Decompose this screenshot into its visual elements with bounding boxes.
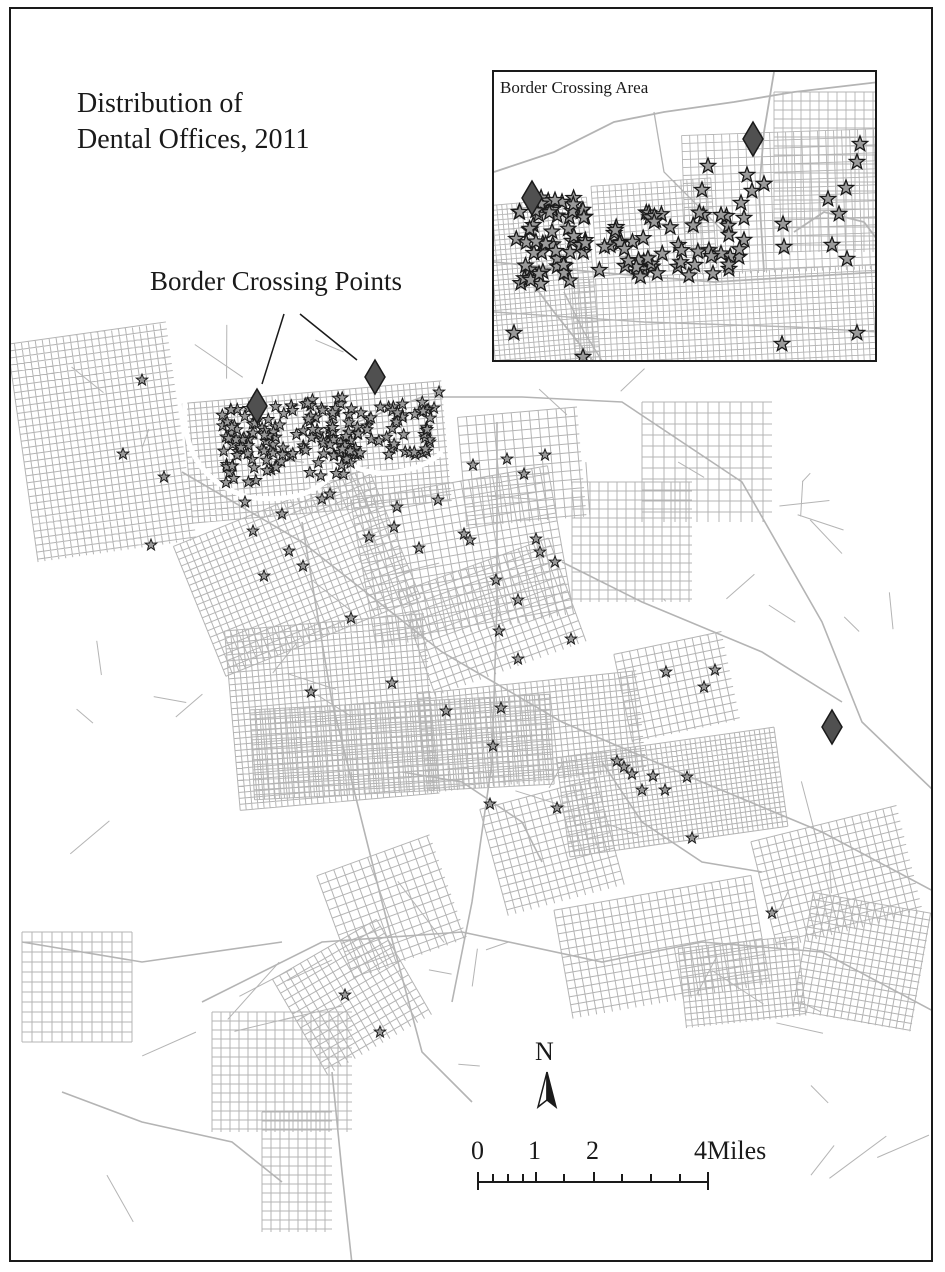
north-label: N bbox=[535, 1037, 554, 1066]
map-title-line-1: Distribution of bbox=[77, 88, 243, 119]
star-icon bbox=[774, 336, 789, 351]
scale-tick-0: 0 bbox=[471, 1136, 484, 1165]
star-icon bbox=[849, 154, 864, 169]
star-icon bbox=[721, 227, 736, 242]
scale-tick-1: 1 bbox=[528, 1136, 541, 1165]
scale-tick-4-value: 4 bbox=[694, 1136, 707, 1165]
star-icon bbox=[539, 449, 550, 460]
inset-street-map bbox=[494, 72, 877, 362]
star-icon bbox=[839, 251, 854, 266]
north-arrow-left bbox=[538, 1072, 547, 1107]
star-icon bbox=[549, 556, 560, 567]
star-icon bbox=[117, 448, 128, 459]
star-icon bbox=[592, 262, 607, 277]
inset-map bbox=[492, 70, 877, 362]
north-arrow bbox=[538, 1072, 556, 1107]
star-icon bbox=[575, 349, 590, 362]
north-arrow-right bbox=[547, 1072, 556, 1107]
scale-unit: Miles bbox=[707, 1136, 767, 1165]
star-icon bbox=[700, 158, 715, 173]
star-icon bbox=[736, 210, 751, 225]
inset-title: Border Crossing Area bbox=[500, 78, 649, 97]
star-icon bbox=[744, 183, 759, 198]
star-icon bbox=[304, 467, 315, 478]
scale-tick-2: 2 bbox=[586, 1136, 599, 1165]
star-icon bbox=[363, 531, 374, 542]
star-icon bbox=[663, 219, 678, 233]
scale-bar bbox=[478, 1172, 708, 1190]
border-crossing-callout-label: Border Crossing Points bbox=[150, 266, 403, 296]
callout-line-2 bbox=[300, 314, 357, 360]
map-title-line-2: Dental Offices, 2011 bbox=[77, 124, 310, 155]
callout-line-1 bbox=[262, 314, 284, 384]
star-icon bbox=[698, 681, 709, 692]
scale-tick-4 bbox=[694, 1136, 766, 1166]
diamond-icon bbox=[822, 710, 842, 744]
